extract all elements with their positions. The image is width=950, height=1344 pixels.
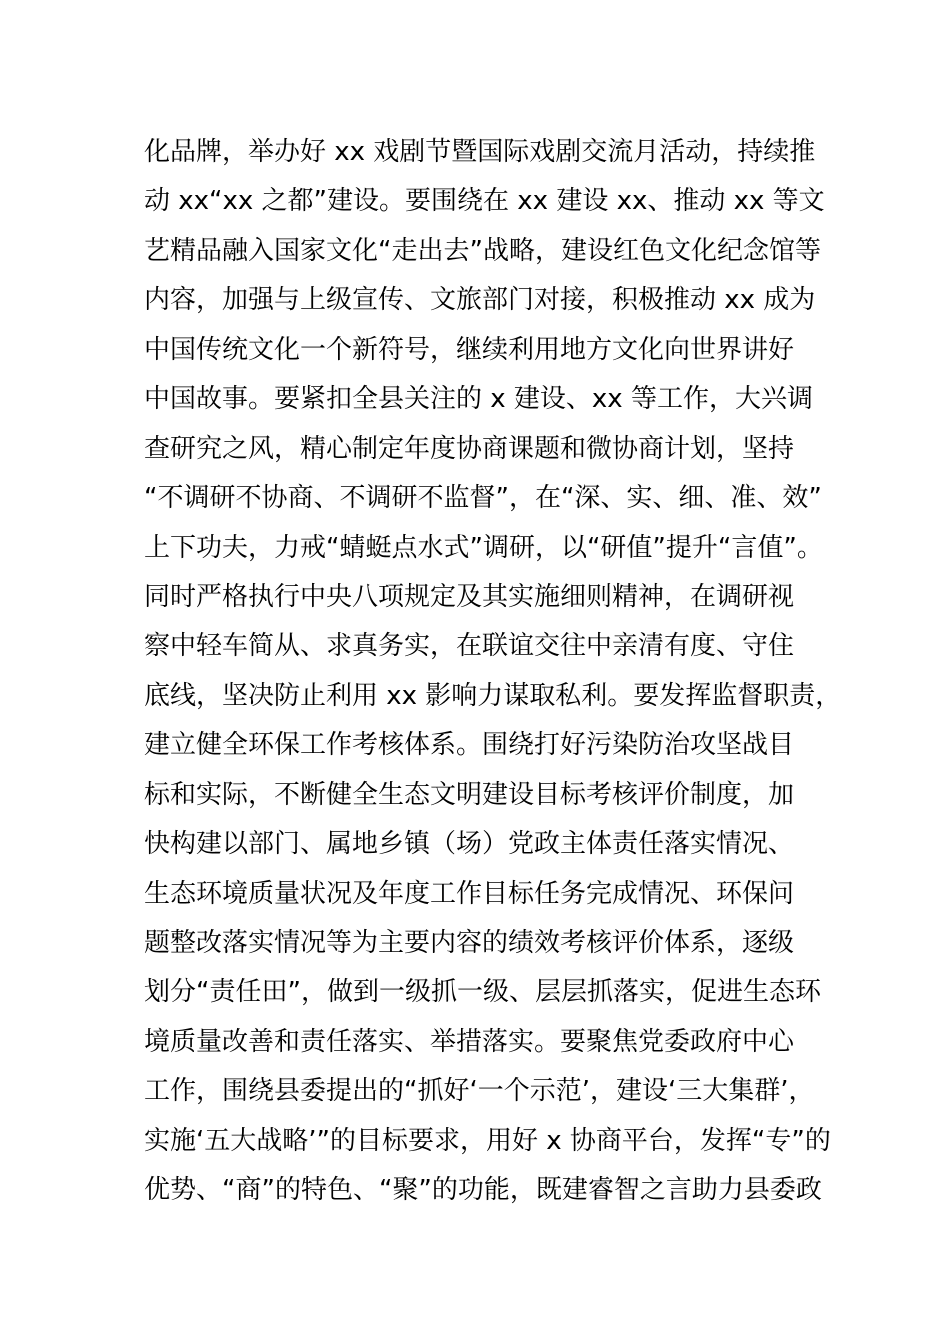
- text-line: 中国传统文化一个新符号，继续利用地方文化向世界讲好: [144, 334, 795, 365]
- text-line: 实施‘五大战略’”的目标要求，用好 x 协商平台，发挥“专”的: [144, 1125, 831, 1156]
- text-line: 划分“责任田”，做到一级抓一级、层层抓落实，促进生态环: [144, 977, 821, 1008]
- text-line: 底线，坚决防止利用 xx 影响力谋取私利。要发挥监督职责，: [144, 680, 842, 711]
- text-line: 标和实际，不断健全生态文明建设目标考核评价制度，加: [144, 779, 795, 810]
- text-line: 查研究之风，精心制定年度协商课题和微协商计划，坚持: [144, 433, 795, 464]
- text-line: 内容，加强与上级宣传、文旅部门对接，积极推动 xx 成为: [144, 285, 816, 316]
- text-line: 上下功夫，力戒“蜻蜓点水式”调研，以“研值”提升“言值”。: [144, 532, 823, 563]
- text-line: “不调研不协商、不调研不监督”，在“深、实、细、准、效”: [144, 483, 822, 514]
- text-line: 题整改落实情况等为主要内容的绩效考核评价体系，逐级: [144, 928, 795, 958]
- text-line: 察中轻车简从、求真务实，在联谊交往中亲清有度、守住: [144, 631, 795, 662]
- text-line: 生态环境质量状况及年度工作目标任务完成情况、环保问: [144, 878, 795, 909]
- body-text: [144, 128, 844, 1216]
- text-line: 建立健全环保工作考核体系。围绕打好污染防治攻坚战目: [144, 730, 795, 761]
- text-line: 快构建以部门、属地乡镇（场）党政主体责任落实情况、: [144, 829, 795, 860]
- text-line: 化品牌，举办好 xx 戏剧节暨国际戏剧交流月活动，持续推: [144, 137, 816, 167]
- text-line: 艺精品融入国家文化“走出去”战略，建设红色文化纪念馆等: [144, 235, 821, 266]
- text-line: 工作，围绕县委提出的“抓好‘一个示范’，建设‘三大集群’，: [144, 1076, 815, 1107]
- text-line: 同时严格执行中央八项规定及其实施细则精神，在调研视: [144, 581, 795, 612]
- text-line: 优势、“商”的特色、“聚”的功能，既建睿智之言助力县委政: [144, 1175, 822, 1206]
- text-line: 动 xx“xx 之都”建设。要围绕在 xx 建设 xx、推动 xx 等文: [144, 186, 825, 217]
- text-line: 境质量改善和责任落实、举措落实。要聚焦党委政府中心: [144, 1026, 795, 1057]
- text-line: 中国故事。要紧扣全县关注的 x 建设、xx 等工作，大兴调: [144, 384, 813, 415]
